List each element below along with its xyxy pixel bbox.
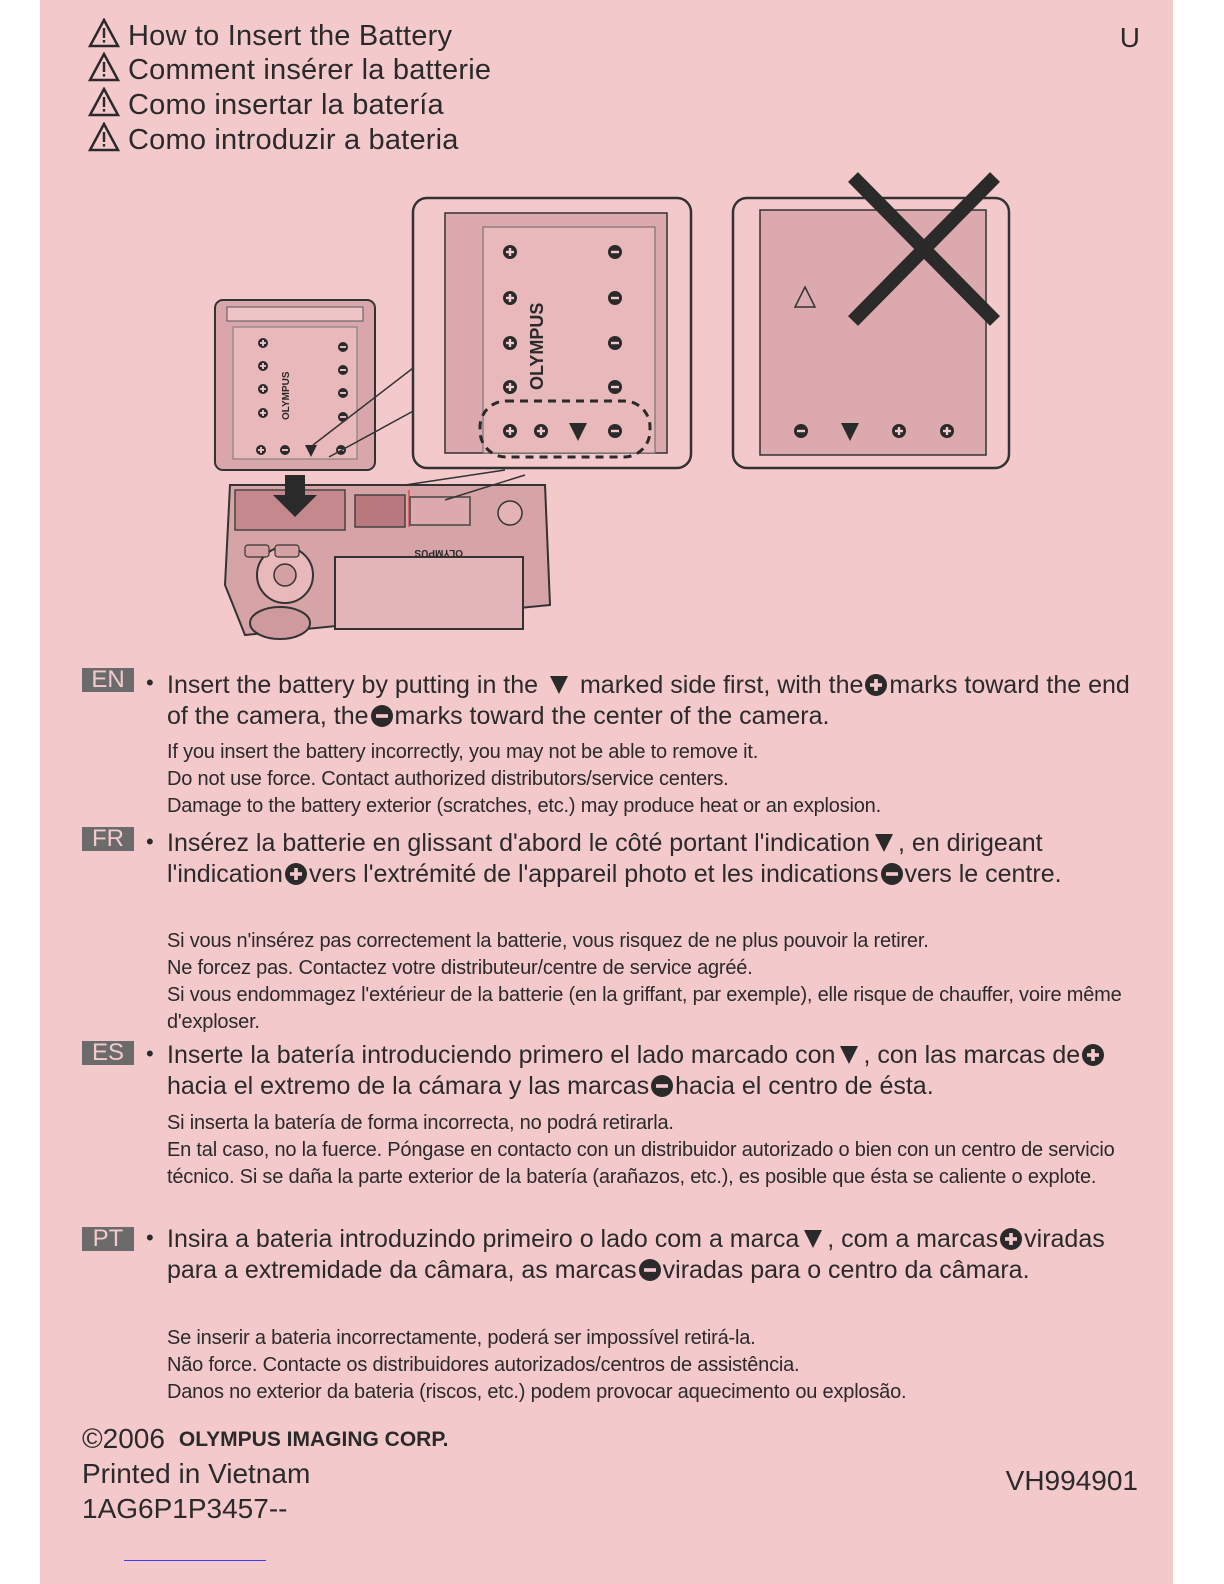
printed-in: Printed in Vietnam xyxy=(82,1458,311,1489)
text: viradas para o centro da câmara. xyxy=(662,1256,1030,1284)
instruction-pt xyxy=(167,1224,1157,1286)
text: , con las marcas de xyxy=(863,1041,1081,1069)
minus-mark-icon xyxy=(370,704,394,728)
minus-mark-icon xyxy=(880,862,904,886)
camera-illustration xyxy=(225,470,550,639)
camera-brand: OLYMPUS xyxy=(414,547,463,558)
text: Insira a bateria introduzindo primeiro o lado com a marca xyxy=(167,1225,800,1253)
battery-insertion-illustration xyxy=(205,165,1025,650)
divider xyxy=(124,1560,266,1561)
minus-mark-icon xyxy=(650,1074,674,1098)
note-line: Si vous endommagez l'extérieur de la batterie (en la griffant, par exemple), elle risque de chauffer, voire même d'exploser. xyxy=(167,984,1122,1033)
company-name: OLYMPUS IMAGING CORP. xyxy=(178,1428,449,1451)
text: , en dirigeant l'indication xyxy=(167,829,1043,888)
note-en xyxy=(167,739,1157,820)
title-en xyxy=(88,18,452,53)
title-text: Comment insérer la batterie xyxy=(128,54,492,86)
battery-wrong-orientation xyxy=(733,177,1009,468)
copyright: ©2006 xyxy=(82,1423,165,1454)
minus-mark-icon xyxy=(638,1258,662,1282)
title-fr xyxy=(88,52,491,87)
bullet: • xyxy=(146,1225,154,1250)
part-number: 1AG6P1P3457-- xyxy=(82,1493,288,1524)
note-line: Si vous n'insérez pas correctement la batterie, vous risquez de ne plus pouvoir la retirer. xyxy=(167,930,929,952)
text: Insérez la batterie en glissant d'abord le côté portant l'indication xyxy=(167,829,871,857)
bullet: • xyxy=(146,670,154,695)
instruction-fr xyxy=(167,828,1157,890)
triangle-mark-icon xyxy=(873,832,895,854)
plus-mark-icon xyxy=(999,1227,1023,1251)
text: marked side first, with the xyxy=(579,671,864,699)
instruction-en xyxy=(167,670,1157,732)
instruction-es xyxy=(167,1040,1157,1102)
text: , com a marcas xyxy=(827,1225,999,1253)
warning-icon xyxy=(88,122,120,152)
text: marks toward the center of the camera. xyxy=(394,702,830,730)
text: vers le centre. xyxy=(904,860,1062,888)
note-fr xyxy=(167,928,1157,1036)
note-es xyxy=(167,1110,1157,1191)
bullet: • xyxy=(146,1041,154,1066)
triangle-mark-icon xyxy=(548,674,570,696)
text: Insert the battery by putting in the xyxy=(167,671,539,699)
battery-brand: OLYMPUS xyxy=(527,302,547,390)
battery-brand: OLYMPUS xyxy=(281,371,292,420)
note-line: Si inserta la batería de forma incorrecta, no podrá retirarla. xyxy=(167,1112,674,1134)
plus-mark-icon xyxy=(1081,1043,1105,1067)
warning-icon xyxy=(88,87,120,117)
note-line: Do not use force. Contact authorized distributors/service centers. xyxy=(167,768,729,790)
warning-icon xyxy=(88,52,120,82)
plus-mark-icon xyxy=(864,673,888,697)
note-line: Damage to the battery exterior (scratches, etc.) may produce heat or an explosion. xyxy=(167,795,881,817)
language-tag-es: ES xyxy=(82,1041,134,1065)
corner-letter: U xyxy=(1119,22,1140,53)
triangle-mark-icon xyxy=(838,1044,860,1066)
title-pt xyxy=(88,122,459,157)
text: vers l'extrémité de l'appareil photo et les indications xyxy=(308,860,879,888)
language-tag-en: EN xyxy=(82,668,134,692)
text: Inserte la batería introduciendo primero el lado marcado con xyxy=(167,1041,836,1069)
text: viradas para a extremidade da câmara, as marcas xyxy=(167,1225,1105,1284)
title-text: How to Insert the Battery xyxy=(128,20,453,52)
note-line: Danos no exterior da bateria (riscos, etc.) podem provocar aquecimento ou explosão. xyxy=(167,1381,907,1403)
triangle-mark-icon xyxy=(802,1228,824,1250)
copyright-line xyxy=(82,1423,448,1455)
warning-icon xyxy=(88,18,120,48)
language-tag-pt: PT xyxy=(82,1227,134,1251)
text: hacia el extremo de la cámara y las marcas xyxy=(167,1072,650,1100)
document-code: VH994901 xyxy=(1005,1465,1138,1496)
bullet: • xyxy=(146,829,154,854)
text: hacia el centro de ésta. xyxy=(675,1072,934,1100)
plus-mark-icon xyxy=(284,862,308,886)
note-line: Se inserir a bateria incorrectamente, poderá ser impossível retirá-la. xyxy=(167,1327,756,1349)
note-pt xyxy=(167,1325,1157,1406)
title-text: Como insertar la batería xyxy=(128,89,444,121)
note-line: Ne forcez pas. Contactez votre distributeur/centre de service agréé. xyxy=(167,957,753,979)
title-text: Como introduzir a bateria xyxy=(128,124,459,156)
note-line: If you insert the battery incorrectly, you may not be able to remove it. xyxy=(167,741,759,763)
title-es xyxy=(88,87,444,122)
note-line: Não force. Contacte os distribuidores autorizados/centros de assistência. xyxy=(167,1354,800,1376)
note-line: En tal caso, no la fuerce. Póngase en contacto con un distribuidor autorizado o bien con un centro de servicio técnico. Si se daña la parte exterior de la batería (arañazos, etc.), es posible que ésta se caliente o explote. xyxy=(167,1139,1115,1188)
battery-closeup xyxy=(413,198,691,468)
text: marks toward the end of the camera, the xyxy=(167,671,1130,730)
language-tag-fr: FR xyxy=(82,827,134,851)
